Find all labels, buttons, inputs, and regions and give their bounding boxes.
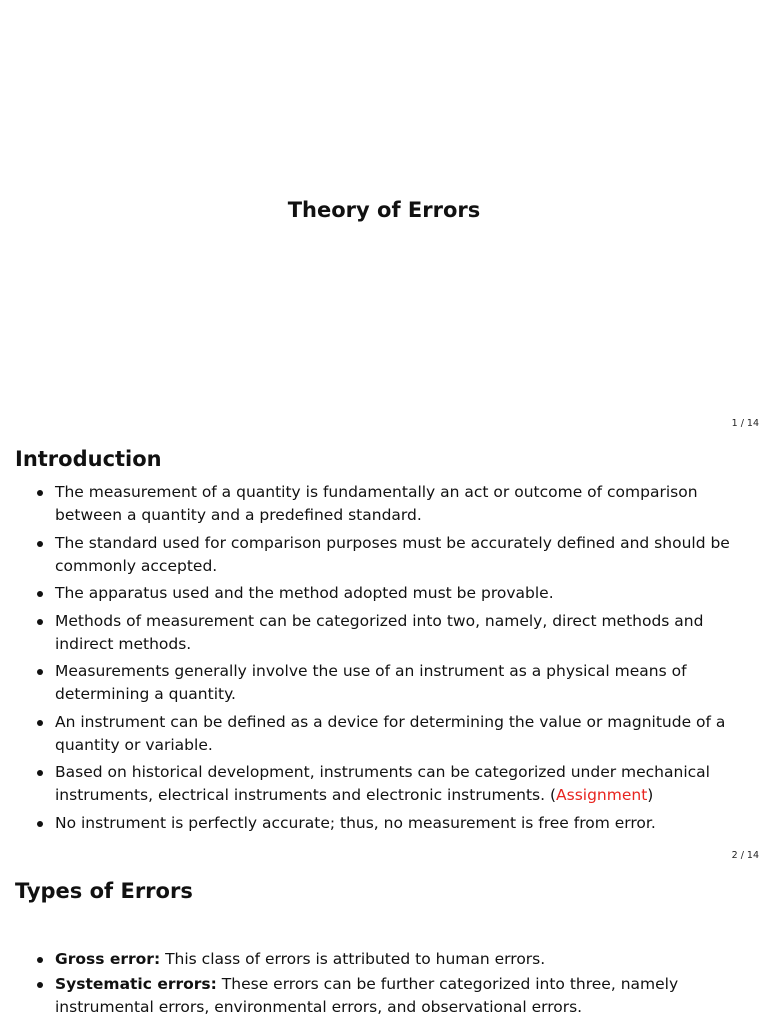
list-item [0, 812, 768, 835]
bullet-icon [37, 619, 43, 625]
item-text: These errors can be further categorized into three, namely instrumental errors, environmental errors, and observational errors. [55, 975, 679, 1016]
item-text: No instrument is perfectly accurate; thus, no measurement is free from error. [55, 813, 656, 832]
list-item [0, 761, 768, 807]
bullet-icon [37, 490, 43, 496]
item-term: Systematic errors: [55, 975, 217, 993]
item-text: The apparatus used and the method adopted must be provable. [55, 584, 554, 602]
item-text: Measurements generally involve the use of an instrument as a physical means of determining a quantity. [55, 662, 687, 703]
bullet-icon [37, 821, 43, 827]
bullet-icon [37, 591, 43, 597]
bullet-list [0, 481, 768, 839]
slide-introduction [0, 432, 768, 864]
page-number: 1 / 14 [731, 418, 759, 429]
list-item [0, 711, 768, 757]
item-text: The standard used for comparison purposes must be accurately defined and should be commonly accepted. [55, 533, 730, 575]
assignment-link[interactable]: Assignment [556, 786, 648, 804]
item-term: Gross error: [55, 950, 161, 968]
item-text: Methods of measurement can be categorized into two, namely, direct methods and indirect methods. [55, 611, 704, 653]
list-item [0, 532, 768, 578]
presentation-title: Theory of Errors [287, 198, 481, 222]
list-item [0, 610, 768, 656]
item-text-close: ) [647, 786, 654, 804]
item-text: Based on historical development, instruments can be categorized under mechanical instruments, electrical instruments and electronic instruments. ( [55, 763, 710, 804]
list-item [0, 582, 768, 605]
list-item [0, 948, 768, 971]
item-text: The measurement of a quantity is fundamentally an act or outcome of comparison between a quantity and a predefined standard. [55, 483, 698, 524]
list-item [0, 973, 768, 1019]
frame-title: Introduction [15, 447, 162, 471]
item-text: This class of errors is attributed to human errors. [160, 950, 546, 968]
slide-types-of-errors [0, 864, 768, 1024]
bullet-list [0, 948, 768, 1021]
page-number: 2 / 14 [731, 850, 759, 861]
list-item [0, 481, 768, 527]
list-item [0, 660, 768, 706]
item-text: An instrument can be defined as a device for determining the value or magnitude of a quantity or variable. [55, 712, 726, 754]
frame-title: Types of Errors [15, 879, 193, 903]
bullet-icon [37, 541, 43, 547]
bullet-icon [37, 982, 43, 988]
bullet-icon [37, 770, 43, 776]
slide-title [0, 0, 768, 432]
bullet-icon [37, 720, 43, 726]
bullet-icon [37, 957, 43, 963]
bullet-icon [37, 669, 43, 675]
